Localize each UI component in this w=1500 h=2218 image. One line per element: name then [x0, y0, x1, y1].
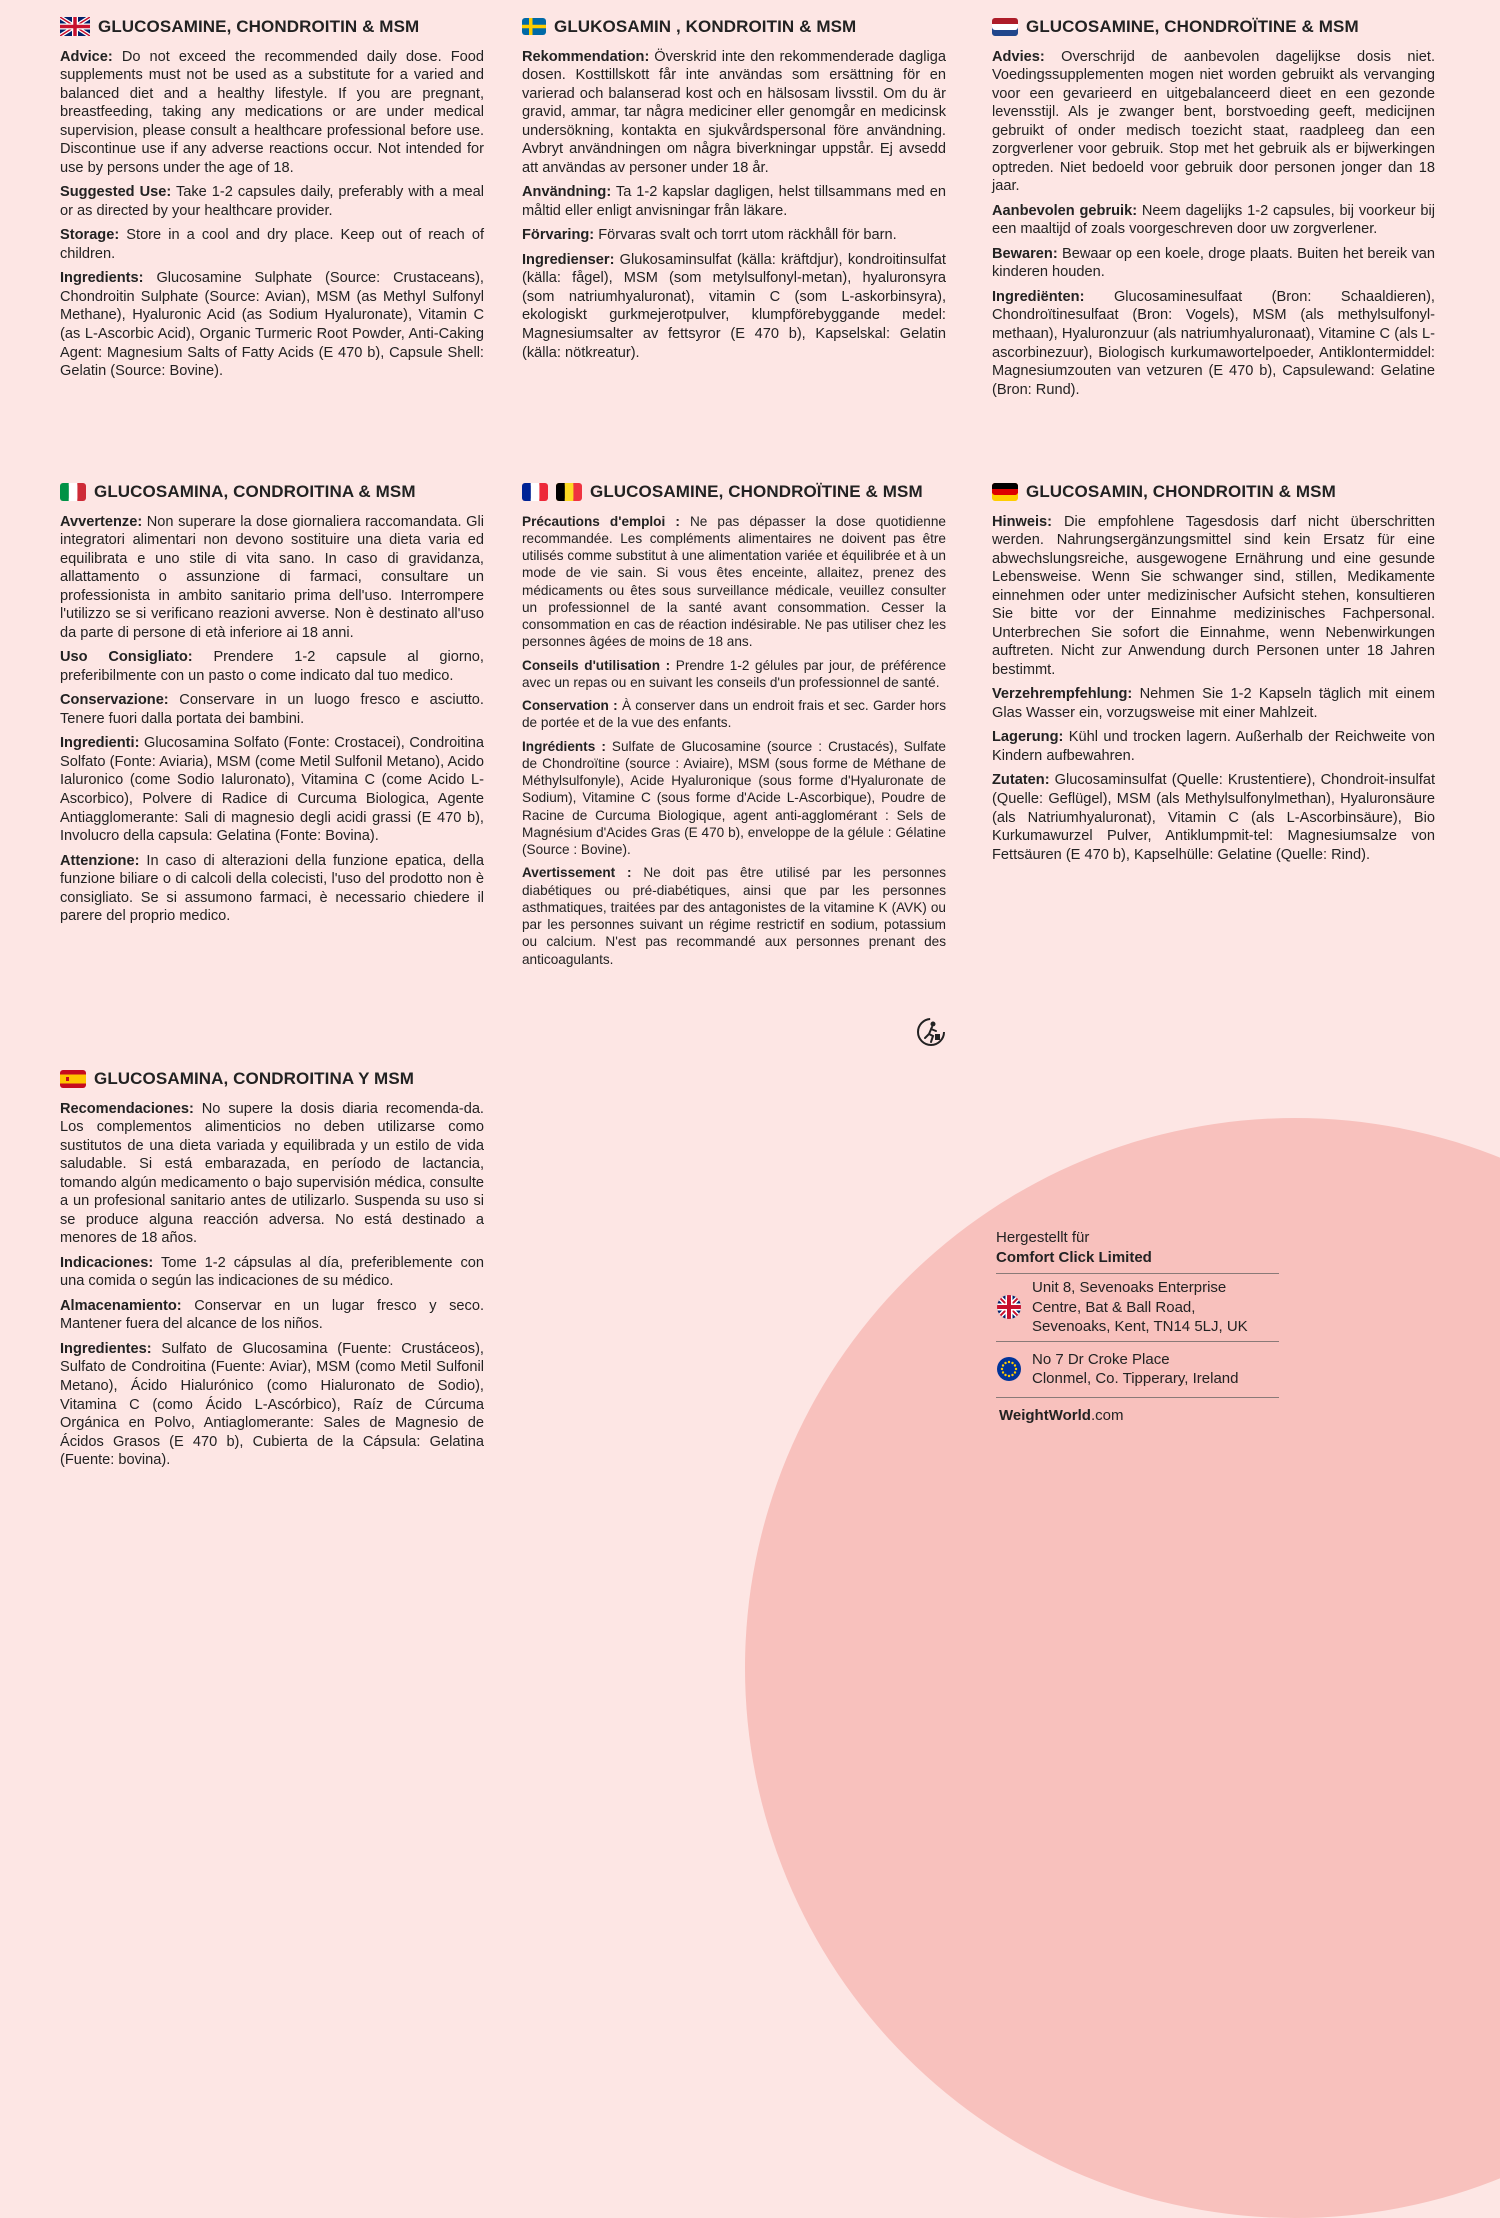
paragraph: Lagerung: Kühl und trocken lagern. Außerhalb der Reichweite von Kindern aufbewahren.: [992, 729, 1435, 764]
paragraph: Verzehrempfehlung: Nehmen Sie 1-2 Kapseln täglich mit einem Glas Wasser ein, vorzugsweise mit einer Mahlzeit.: [992, 686, 1435, 721]
address-line: No 7 Dr Croke Place: [1032, 1350, 1170, 1368]
recycle-person-icon: [915, 1016, 947, 1053]
paragraph: Advies: Overschrijd de aanbevolen dagelijkse dosis niet. Voedingssupplementen mogen niet worden gebruikt als vervanging voor een gevarieerd en uitgebalanceerd dieet en een gezonde levensstijl. Als je zwanger bent, borstvoeding geeft, medicijnen gebruikt of onder medisch toezicht staat, raadpleeg dan een zorgverlener voor gebruik. Stop met het gebruik als er bijwerkingen optreden. Niet bedoeld voor gebruik door personen jonger dan 18 jaar.: [992, 48, 1435, 195]
section-fr-title: GLUCOSAMINE, CHONDROÏTINE & MSM: [522, 481, 946, 503]
paragraph: Almacenamiento: Conservar en un lugar fresco y seco. Mantener fuera del alcance de los niños.: [60, 1297, 485, 1333]
germany-flag-icon: [992, 483, 1018, 501]
paragraph: Conservation : À conserver dans un endroit frais et sec. Garder hors de portée et de la vue des enfants.: [522, 698, 947, 731]
paragraph: Uso Consigliato: Prendere 1-2 capsule al giorno, preferibilmente con un pasto o come indicato dal tuo medico.: [60, 649, 484, 684]
eu-flag-icon: [996, 1356, 1022, 1382]
paragraph: Storage: Store in a cool and dry place. Keep out of reach of children.: [60, 227, 484, 262]
section-nl: [992, 16, 1435, 405]
spain-flag-icon: [60, 1070, 86, 1088]
paragraph: Attenzione: In caso di alterazioni della funzione epatica, della funzione biliare o di calcoli della colecisti, l'uso del prodotto non è consigliato. Se si assumono farmaci, è necessario chiedere il parere del proprio medico.: [60, 852, 484, 925]
belgium-flag-icon: [556, 483, 582, 501]
paragraph: Advice: Do not exceed the recommended daily dose. Food supplements must not be used as a substitute for a varied and balanced diet and a healthy lifestyle. If you are pregnant, breastfeeding, taking any medications or are under medical supervision, please consult a healthcare professional before use. Discontinue use if any adverse reactions occur. Not intended for use by persons under the age of 18.: [60, 48, 484, 176]
made-for-label: Hergestellt für: [996, 1229, 1090, 1246]
netherlands-flag-icon: [992, 18, 1018, 36]
paragraph: Suggested Use: Take 1-2 capsules daily, preferably with a meal or as directed by your healthcare provider.: [60, 184, 484, 219]
address-line: Clonmel, Co. Tipperary, Ireland: [1032, 1370, 1239, 1387]
sweden-flag-icon: [522, 18, 546, 35]
paragraph: Bewaren: Bewaar op een koele, droge plaats. Buiten het bereik van kinderen houden.: [992, 245, 1436, 281]
paragraph: Indicaciones: Tome 1-2 cápsulas al día, preferiblemente con una comida o según las indicaciones de su médico.: [60, 1254, 484, 1290]
address-line: Centre, Bat & Ball Road,: [1032, 1298, 1196, 1316]
section-nl-title: GLUCOSAMINE, CHONDROÏTINE & MSM: [992, 16, 1435, 38]
section-es-title: GLUCOSAMINA, CONDROITINA Y MSM: [60, 1068, 484, 1090]
paragraph: Conservazione: Conservare in un luogo fresco e asciutto. Tenere fuori dalla portata dei bambini.: [60, 692, 484, 727]
address-line: Unit 8, Sevenoaks Enterprise: [1032, 1279, 1227, 1296]
paragraph: Conseils d'utilisation : Prendre 1-2 gélules par jour, de préférence avec un repas ou en suivant les conseils d'un professionnel de santé.: [522, 657, 947, 690]
section-es: [60, 1068, 484, 1476]
paragraph: Ingredienser: Glukosaminsulfat (källa: kräftdjur), kondroitinsulfat (källa: fågel), MSM (som metylsulfonyl-metan), hyaluronsyra (som natriumhyaluronat), vitamin C (som L-askorbinsyra), ekologiskt gurkmejerotpulver, klumpförebyggande medel: Magnesiumsalter av fettsyror (E 470 b), Kapselskal: Gelatin (källa: nötkreatur).: [522, 251, 946, 361]
paragraph: Rekommendation: Överskrid inte den rekommenderade dagliga dosen. Kosttillskott får inte användas som ersättning för en varierad och balanserad kost och en hälsosam livsstil. Om du är gravid, ammar, tar några mediciner eller genomgår en medicinsk undersökning, kontakta en sjukvårdspersonal före användning. Avbryt användningen om några biverkningar uppstår. Ej avsedd att användas av personer under 18 år.: [522, 48, 946, 176]
company-name: Comfort Click Limited: [996, 1248, 1152, 1266]
uk-flag-icon: [996, 1294, 1022, 1320]
paragraph: Recomendaciones: No supere la dosis diaria recomenda-da. Los complementos alimenticios no deben utilizarse como sustitutos de una dieta variada y equilibrada y un estilo de vida saludable. Si está embarazada, en período de lactancia, tomando algún medicamento o bajo supervisión médica, consulte a un profesional sanitario antes de utilizarlo. Suspenda su uso si se produce alguna reacción adversa. No está destinado a menores de 18 años.: [60, 1100, 484, 1247]
section-de-title: GLUCOSAMIN, CHONDROITIN & MSM: [992, 481, 1435, 503]
france-flag-icon: [522, 483, 548, 501]
italy-flag-icon: [60, 483, 86, 501]
paragraph: Précautions d'emploi : Ne pas dépasser la dose quotidienne recommandée. Les compléments alimentaires ne doivent pas être utilisés comme substitut à une alimentation variée et équilibrée et à un mode de vie sain. Si vous êtes enceinte, allaitez, prenez des médicaments ou êtes sous surveillance médicale, veuillez consulter un professionnel de la santé avant consommation. Cesser la consommation en cas de réaction indésirable. Ne pas utiliser chez les personnes âgées de moins de 18 ans.: [522, 513, 946, 650]
paragraph: Ingredienti: Glucosamina Solfato (Fonte: Crostacei), Condroitina Solfato (Fonte: Aviaria), MSM (come Metil Sulfonil Metano), Acido Ialuronico (come Sodio Ialuronato), Vitamina C (come Acido L-Ascorbico), Polvere di Radice di Curcuma Biologica, Agente Antiagglomerante: Sali di magnesio degli acidi grassi (E 470 b), Involucro della capsula: Gelatina (Fonte: Bovina).: [60, 735, 484, 845]
section-en-title: GLUCOSAMINE, CHONDROITIN & MSM: [60, 16, 484, 38]
paragraph: Hinweis: Die empfohlene Tagesdosis darf nicht überschritten werden. Nahrungsergänzungsmittel sind kein Ersatz für eine abwechslungsreiche, ausgewogene Ernährung und eine gesunde Lebensweise. Wenn Sie schwanger sind, stillen, Medikamente einnehmen oder unter medizinischer Aufsicht stehen, konsultieren Sie bitte vor der Einnahme medizinisches Fachpersonal. Unterbrechen Sie sofort die Einnahme, wenn Nebenwirkungen auftreten. Nicht zur Anwendung durch Personen unter 18 Jahren bestimmt.: [992, 513, 1435, 678]
paragraph: Förvaring: Förvaras svalt och torrt utom räckhåll för barn.: [522, 227, 897, 244]
divider: [996, 1397, 1279, 1398]
paragraph: Ingrediënten: Glucosaminesulfaat (Bron: Schaaldieren), Chondroïtinesulfaat (Bron: Vogels), MSM (als methylsulfonyl-methaan), Hyaluronzuur (als natriumhyaluronaat), Vitamine C (als L-ascorbinezuur), Biologisch kurkumawortelpoeder, Antiklontermiddel: Magnesiumzouten van vetzuren (E 470 b), Capsulewand: Gelatine (Bron: Rund).: [992, 288, 1435, 398]
paragraph: Användning: Ta 1-2 kapslar dagligen, helst tillsammans med en måltid eller enligt anvisningar från läkare.: [522, 184, 947, 219]
section-sv: [522, 16, 946, 368]
paragraph: Aanbevolen gebruik: Neem dagelijks 1-2 capsules, bij voorkeur bij een maaltijd of zoals voorgeschreven door uw zorgverlener.: [992, 202, 1435, 238]
section-it-title: GLUCOSAMINA, CONDROITINA & MSM: [60, 481, 484, 503]
paragraph: Ingrédients : Sulfate de Glucosamine (source : Crustacés), Sulfate de Chondroïtine (source : Aviaire), MSM (sous forme de Méthane de Méthylsulfonyle), Acide Hyaluronique (sous forme d'Hyaluronate de Sodium), Vitamine C (sous forme d'Acide L-Ascorbique), Poudre de Racine de Curcuma Biologique, agent anti-agglomérant : Sels de Magnésium d'Acides Gras (E 470 b), enveloppe de la gélule : Gélatine (Source : Bovine).: [522, 738, 946, 858]
address-line: Sevenoaks, Kent, TN14 5LJ, UK: [1032, 1318, 1248, 1335]
paragraph: Avertissement : Ne doit pas être utilisé par les personnes diabétiques ou pré-diabétiques, ainsi que par les personnes asthmatiques, traitées par des antagonistes de la vitamine K (AVK) ou par les personnes suivant un régime restrictif en sodium, potassium ou calcium. N'est pas recommandé aux personnes prenant des anticoagulants.: [522, 865, 946, 967]
paragraph: Ingredients: Glucosamine Sulphate (Source: Crustaceans), Chondroitin Sulphate (Source: Avian), MSM (as Methyl Sulfonyl Methane), Hyaluronic Acid (as Sodium Hyaluronate), Vitamin C (as L-Ascorbic Acid), Organic Turmeric Root Powder, Anti-Caking Agent: Magnesium Salts of Fatty Acids (E 470 b), Capsule Shell: Gelatin (Source: Bovine).: [60, 270, 484, 380]
paragraph: Zutaten: Glucosaminsulfat (Quelle: Krustentiere), Chondroit-insulfat (Quelle: Geflügel), MSM (als Methylsulfonylmethan), Hyaluronsäure (als Natriumhyaluronat), Vitamin C (als L-Ascorbinsäure), Bio Kurkumawurzel Pulver, Antiklumpmit-tel: Magnesiumsalze von Fettsäuren (E 470 b), Kapselhülle: Gelatine (Quelle: Rind).: [992, 772, 1435, 863]
website-link[interactable]: WeightWorld.com: [999, 1406, 1124, 1424]
manufacturer-imprint: [996, 1228, 1279, 1425]
section-it: [60, 481, 484, 932]
uk-address-block: [996, 1274, 1279, 1341]
section-en: [60, 16, 484, 387]
section-de: [992, 481, 1435, 870]
eu-address-block: [996, 1342, 1279, 1393]
uk-flag-icon: [60, 17, 90, 36]
paragraph: Ingredientes: Sulfato de Glucosamina (Fuente: Crustáceos), Sulfato de Condroitina (Fuente: Aviar), MSM (como Metil Sulfonil Metano), Ácido Hialurónico (como Hialuronato de Sodio), Vitamina C (como Ácido L-Ascórbico), Raíz de Cúrcuma Orgánica en Polvo, Antiaglomerante: Sales de Magnesio de Ácidos Grasos (E 470 b), Cubierta de la Cápsula: Gelatina (Fuente: bovina).: [60, 1340, 484, 1469]
section-sv-title: GLUKOSAMIN , KONDROITIN & MSM: [522, 16, 946, 38]
section-fr: [522, 481, 946, 974]
paragraph: Avvertenze: Non superare la dose giornaliera raccomandata. Gli integratori alimentari non devono sostituire una dieta varia ed equilibrata e uno stile di vita sano. In caso di gravidanza, allattamento o assunzione di farmaci, consultare un professionista in ambito sanitario prima dell'uso. Interrompere l'utilizzo se si verificano reazioni avverse. Non è destinato all'uso da parte di persone di età inferiore ai 18 anni.: [60, 513, 484, 641]
